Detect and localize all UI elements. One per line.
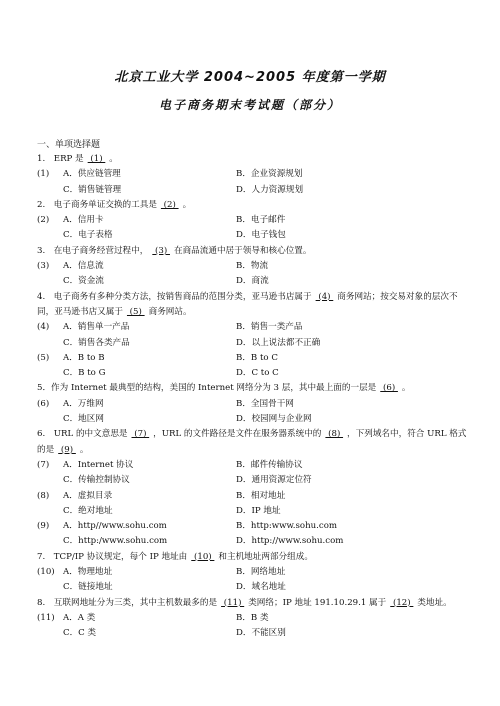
question-list bbox=[37, 152, 467, 642]
answer-blank: (11) bbox=[221, 597, 245, 608]
question-text: 和主机地址两部分组成。 bbox=[218, 551, 313, 562]
answer-blank: (7) bbox=[131, 429, 150, 440]
question-1 bbox=[37, 152, 467, 167]
option-c: C．销售各类产品 bbox=[63, 337, 130, 348]
option-b: B．http:www.sohu.com bbox=[236, 521, 338, 532]
section-heading: 一、单项选择题 bbox=[37, 140, 101, 150]
option-c: C．绝对地址 bbox=[63, 505, 113, 516]
answer-blank: (3) bbox=[152, 245, 170, 256]
answer-blank: (2) bbox=[160, 199, 179, 210]
option-c: C．资金流 bbox=[63, 276, 104, 287]
option-group-label: (5) bbox=[37, 352, 50, 363]
option-b: B．相对地址 bbox=[236, 490, 286, 501]
option-d: D．IP 地址 bbox=[236, 505, 281, 516]
option-b: B．全国骨干网 bbox=[236, 398, 294, 409]
question-text: 8. 互联网地址分为三类，其中主机数最多的是 bbox=[37, 597, 218, 608]
question-7 bbox=[37, 550, 467, 565]
options-2-row1 bbox=[37, 213, 467, 228]
option-group-label: (11) bbox=[37, 612, 55, 623]
options-2-row2 bbox=[37, 228, 467, 243]
option-a: A．Internet 协议 bbox=[63, 459, 134, 470]
option-c: C．链接地址 bbox=[63, 582, 113, 593]
question-text: 。 bbox=[109, 154, 118, 164]
options-5-row2 bbox=[37, 366, 467, 381]
options-7-row1 bbox=[37, 458, 467, 473]
option-d: D．电子钱包 bbox=[236, 230, 286, 241]
question-text: 。 bbox=[182, 199, 192, 210]
option-b: B．销售一类产品 bbox=[236, 322, 303, 333]
question-text: 6. URL 的中文意思是 bbox=[37, 429, 128, 440]
option-group-label: (9) bbox=[37, 521, 50, 532]
option-b: B．物流 bbox=[236, 261, 269, 272]
option-a: A．虚拟目录 bbox=[63, 490, 113, 501]
option-group-label: (4) bbox=[37, 322, 50, 333]
answer-blank: (1) bbox=[87, 154, 106, 164]
question-8 bbox=[37, 596, 467, 611]
options-4-row2 bbox=[37, 336, 467, 351]
option-d: D．http://www.sohu.com bbox=[236, 536, 344, 547]
option-d: D．人力资源规划 bbox=[236, 184, 304, 195]
options-11-row1 bbox=[37, 611, 467, 626]
option-a: A．B to B bbox=[63, 352, 105, 363]
question-text: 3. 在电子商务经营过程中， bbox=[37, 245, 149, 256]
option-b: B．B to C bbox=[236, 352, 278, 363]
options-5-row1 bbox=[37, 351, 467, 366]
question-text: 4. 电子商务有多种分类方法，按销售商品的范围分类，亚马逊书店属于 bbox=[37, 291, 312, 302]
question-3 bbox=[37, 244, 467, 259]
options-4-row1 bbox=[37, 320, 467, 335]
question-text: 在商品流通中居于领导和核心位置。 bbox=[173, 245, 312, 256]
option-group-label: (8) bbox=[37, 490, 50, 501]
option-a: A．http//www.sohu.com bbox=[63, 521, 167, 532]
exam-subtitle: 电子商务期末考试题（部分） bbox=[158, 98, 341, 112]
question-4 bbox=[37, 290, 467, 321]
options-7-row2 bbox=[37, 473, 467, 488]
answer-blank: (4) bbox=[315, 291, 334, 302]
option-c: C．电子表格 bbox=[63, 230, 113, 241]
answer-blank: (12) bbox=[390, 597, 414, 608]
question-5 bbox=[37, 381, 467, 396]
options-11-row2 bbox=[37, 626, 467, 641]
options-1-row1 bbox=[37, 167, 467, 182]
option-group-label: (10) bbox=[37, 567, 55, 578]
options-9-row2 bbox=[37, 534, 467, 549]
option-group-label: (1) bbox=[37, 169, 50, 180]
answer-blank: (9) bbox=[58, 444, 76, 455]
question-text: 7. TCP/IP 协议规定，每个 IP 地址由 bbox=[37, 551, 188, 562]
option-group-label: (6) bbox=[37, 398, 50, 409]
option-a: A．信用卡 bbox=[63, 215, 104, 226]
question-text: ，URL 的文件路径是文件在服务器系统中的 bbox=[153, 429, 322, 440]
question-text: 1. ERP 是 bbox=[37, 154, 84, 164]
options-10-row2 bbox=[37, 580, 467, 595]
answer-blank: (5) bbox=[126, 306, 145, 317]
option-group-label: (2) bbox=[37, 215, 50, 226]
answer-blank: (10) bbox=[191, 551, 215, 562]
options-3-row2 bbox=[37, 274, 467, 289]
answer-blank: (8) bbox=[325, 429, 344, 440]
exam-title: 北京工业大学 2004~2005 年度第一学期 bbox=[114, 70, 386, 85]
options-6-row2 bbox=[37, 412, 467, 427]
option-d: D．以上说法都不正确 bbox=[236, 337, 321, 348]
options-9-row1 bbox=[37, 519, 467, 534]
option-b: B．企业资源规划 bbox=[236, 169, 303, 180]
options-6-row1 bbox=[37, 397, 467, 412]
question-text: 2. 电子商务单证交换的工具是 bbox=[37, 199, 157, 210]
options-3-row1 bbox=[37, 259, 467, 274]
option-b: B．邮件传输协议 bbox=[236, 459, 303, 470]
question-6 bbox=[37, 427, 467, 458]
question-2 bbox=[37, 198, 467, 213]
question-text: 。 bbox=[79, 444, 89, 455]
question-text: 。 bbox=[401, 383, 411, 394]
option-b: B．B 类 bbox=[236, 612, 269, 623]
options-10-row1 bbox=[37, 565, 467, 580]
question-text: 类地址。 bbox=[417, 597, 452, 608]
option-b: B．网络地址 bbox=[236, 567, 286, 578]
option-a: A．信息流 bbox=[63, 261, 104, 272]
options-8-row1 bbox=[37, 489, 467, 504]
option-group-label: (3) bbox=[37, 261, 50, 272]
question-text: 类网络；IP 地址 191.10.29.1 属于 bbox=[248, 597, 387, 608]
option-b: B．电子邮件 bbox=[236, 215, 286, 226]
option-c: C．传输控制协议 bbox=[63, 475, 130, 486]
option-a: A．销售单一产品 bbox=[63, 322, 130, 333]
option-d: D．校园网与企业网 bbox=[236, 414, 312, 425]
option-d: D．域名地址 bbox=[236, 582, 286, 593]
option-a: A．物理地址 bbox=[63, 567, 113, 578]
option-a: A．万维网 bbox=[63, 398, 104, 409]
question-text: 商务网站；按交易对象的层次不同，亚马逊书店又属于 bbox=[37, 291, 458, 317]
option-d: D．通用资源定位符 bbox=[236, 475, 312, 486]
option-d: D．商流 bbox=[236, 276, 269, 287]
option-d: D．不能区别 bbox=[236, 628, 286, 639]
options-8-row2 bbox=[37, 504, 467, 519]
option-c: C．地区网 bbox=[63, 414, 104, 425]
option-d: D．C to C bbox=[236, 368, 279, 379]
option-c: C．销售链管理 bbox=[63, 184, 122, 195]
option-a: A．供应链管理 bbox=[63, 169, 121, 180]
question-text: ，下列域名中，符合 URL 格式的是 bbox=[37, 429, 467, 455]
option-c: C．B to G bbox=[63, 368, 106, 379]
option-c: C．C 类 bbox=[63, 628, 97, 639]
answer-blank: (6) bbox=[380, 383, 398, 394]
question-text: 5．作为 Internet 最典型的结构，美国的 Internet 网络分为 3 层，其中最上面的一层是 bbox=[37, 383, 377, 394]
options-1-row2 bbox=[37, 183, 467, 198]
question-text: 商务网站。 bbox=[148, 306, 192, 317]
option-group-label: (7) bbox=[37, 459, 50, 470]
option-a: A．A 类 bbox=[63, 612, 96, 623]
option-c: C．http:/www.sohu.com bbox=[63, 536, 168, 547]
